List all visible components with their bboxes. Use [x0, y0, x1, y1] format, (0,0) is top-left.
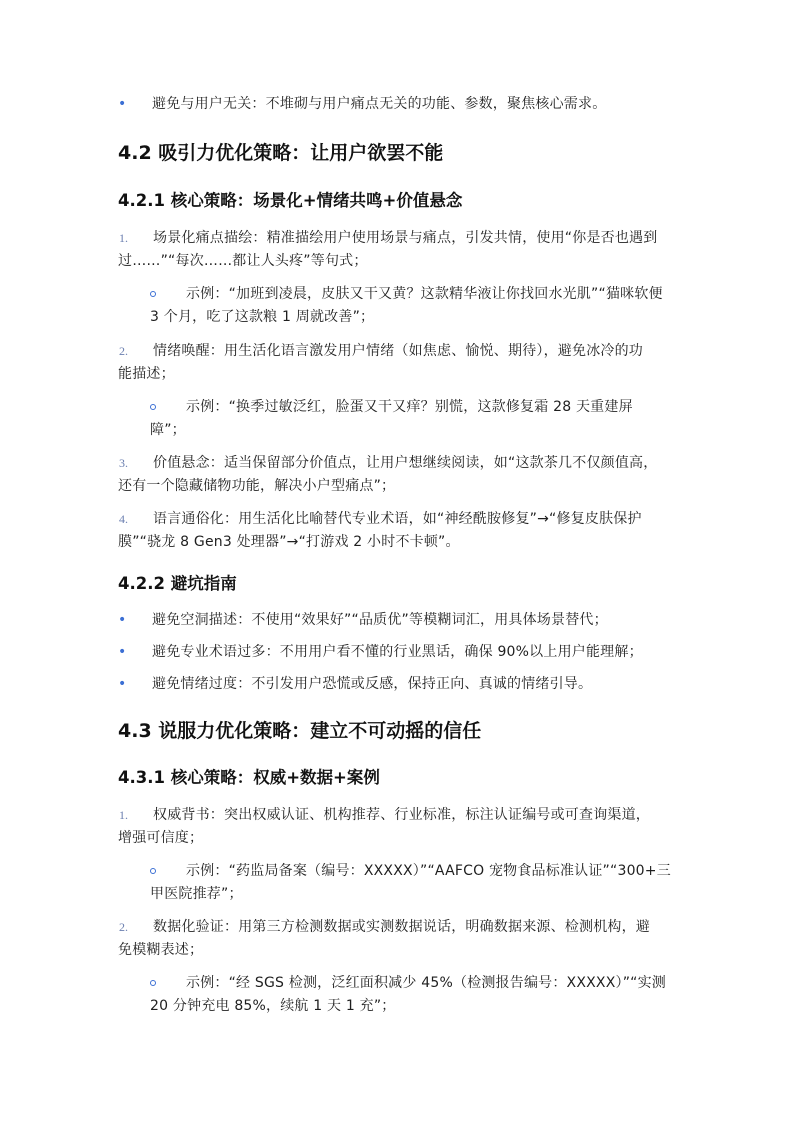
sub-bullet-marker [150, 404, 156, 410]
bullet-text: 避免专业术语过多：不用用户看不懂的行业黑话，确保 90%以上用户能理解； [152, 644, 643, 660]
section-heading: 4.3 说服力优化策略：建立不可动摇的信任 [118, 720, 482, 742]
list-item-text: 数据化验证：用第三方检测数据或实测数据说话，明确数据来源、检测机构，避 [153, 919, 650, 935]
list-item-text-cont: 膜”“骁龙 8 Gen3 处理器”→“打游戏 2 小时不卡顿”。 [118, 534, 460, 550]
sub-bullet-marker [150, 868, 156, 874]
list-item-text-cont: 增强可信度； [118, 830, 204, 846]
list-item-text: 场景化痛点描绘：精准描绘用户使用场景与痛点，引发共情，使用“你是否也遇到 [153, 230, 658, 246]
list-item-text-cont: 免模糊表述； [118, 942, 204, 958]
list-number: 4. [119, 512, 128, 526]
bullet-text: 避免情绪过度：不引发用户恐慌或反感，保持正向、真诚的情绪引导。 [152, 676, 593, 692]
list-item-text: 情绪唤醒：用生活化语言激发用户情绪（如焦虑、愉悦、期待），避免冰冷的功 [153, 343, 643, 359]
section-heading: 4.2 吸引力优化策略：让用户欲罢不能 [118, 142, 444, 164]
list-item-text: 语言通俗化：用生活化比喻替代专业术语，如“神经酰胺修复”→“修复皮肤保护 [153, 511, 642, 527]
example-text: 示例：“经 SGS 检测，泛红面积减少 45%（检测报告编号：XXXXX）”“实测 [186, 975, 667, 991]
list-item-text-cont: 还有一个隐藏储物功能，解决小户型痛点”； [118, 478, 396, 494]
bullet-marker: • [118, 676, 127, 692]
example-text-cont: 3 个月，吃了这款粮 1 周就改善”； [150, 309, 375, 325]
example-text: 示例：“换季过敏泛红，脸蛋又干又痒？别慌，这款修复霜 28 天重建屏 [186, 399, 633, 415]
subsection-heading: 4.2.2 避坑指南 [118, 574, 237, 593]
list-number: 2. [119, 920, 128, 934]
sub-bullet-marker [150, 291, 156, 297]
bullet-text: 避免与用户无关：不堆砌与用户痛点无关的功能、参数，聚焦核心需求。 [152, 96, 607, 112]
bullet-marker: • [118, 644, 127, 660]
bullet-marker: • [118, 612, 127, 628]
list-number: 3. [119, 456, 128, 470]
bullet-text: 避免空洞描述：不使用“效果好”“品质优”等模糊词汇，用具体场景替代； [152, 612, 608, 628]
list-item-text-cont: 能描述； [118, 366, 175, 382]
list-number: 1. [119, 808, 128, 822]
list-item-text-cont: 过……”“每次……都让人头疼”等句式； [118, 253, 368, 269]
example-text-cont: 障”； [150, 422, 186, 438]
list-number: 2. [119, 344, 128, 358]
subsection-heading: 4.3.1 核心策略：权威+数据+案例 [118, 768, 380, 787]
example-text: 示例：“加班到凌晨，皮肤又干又黄？这款精华液让你找回水光肌”“猫咪软便 [186, 286, 663, 302]
example-text-cont: 甲医院推荐”； [150, 886, 243, 902]
sub-bullet-marker [150, 980, 156, 986]
bullet-marker: • [118, 96, 127, 112]
list-item-text: 权威背书：突出权威认证、机构推荐、行业标准，标注认证编号或可查询渠道， [153, 807, 650, 823]
list-number: 1. [119, 231, 128, 245]
subsection-heading: 4.2.1 核心策略：场景化+情绪共鸣+价值悬念 [118, 191, 463, 210]
list-item-text: 价值悬念：适当保留部分价值点，让用户想继续阅读，如“这款茶几不仅颜值高， [153, 455, 658, 471]
example-text-cont: 20 分钟充电 85%，续航 1 天 1 充”； [150, 998, 396, 1014]
example-text: 示例：“药监局备案（编号：XXXXX）”“AAFCO 宠物食品标准认证”“300+三 [186, 863, 671, 879]
